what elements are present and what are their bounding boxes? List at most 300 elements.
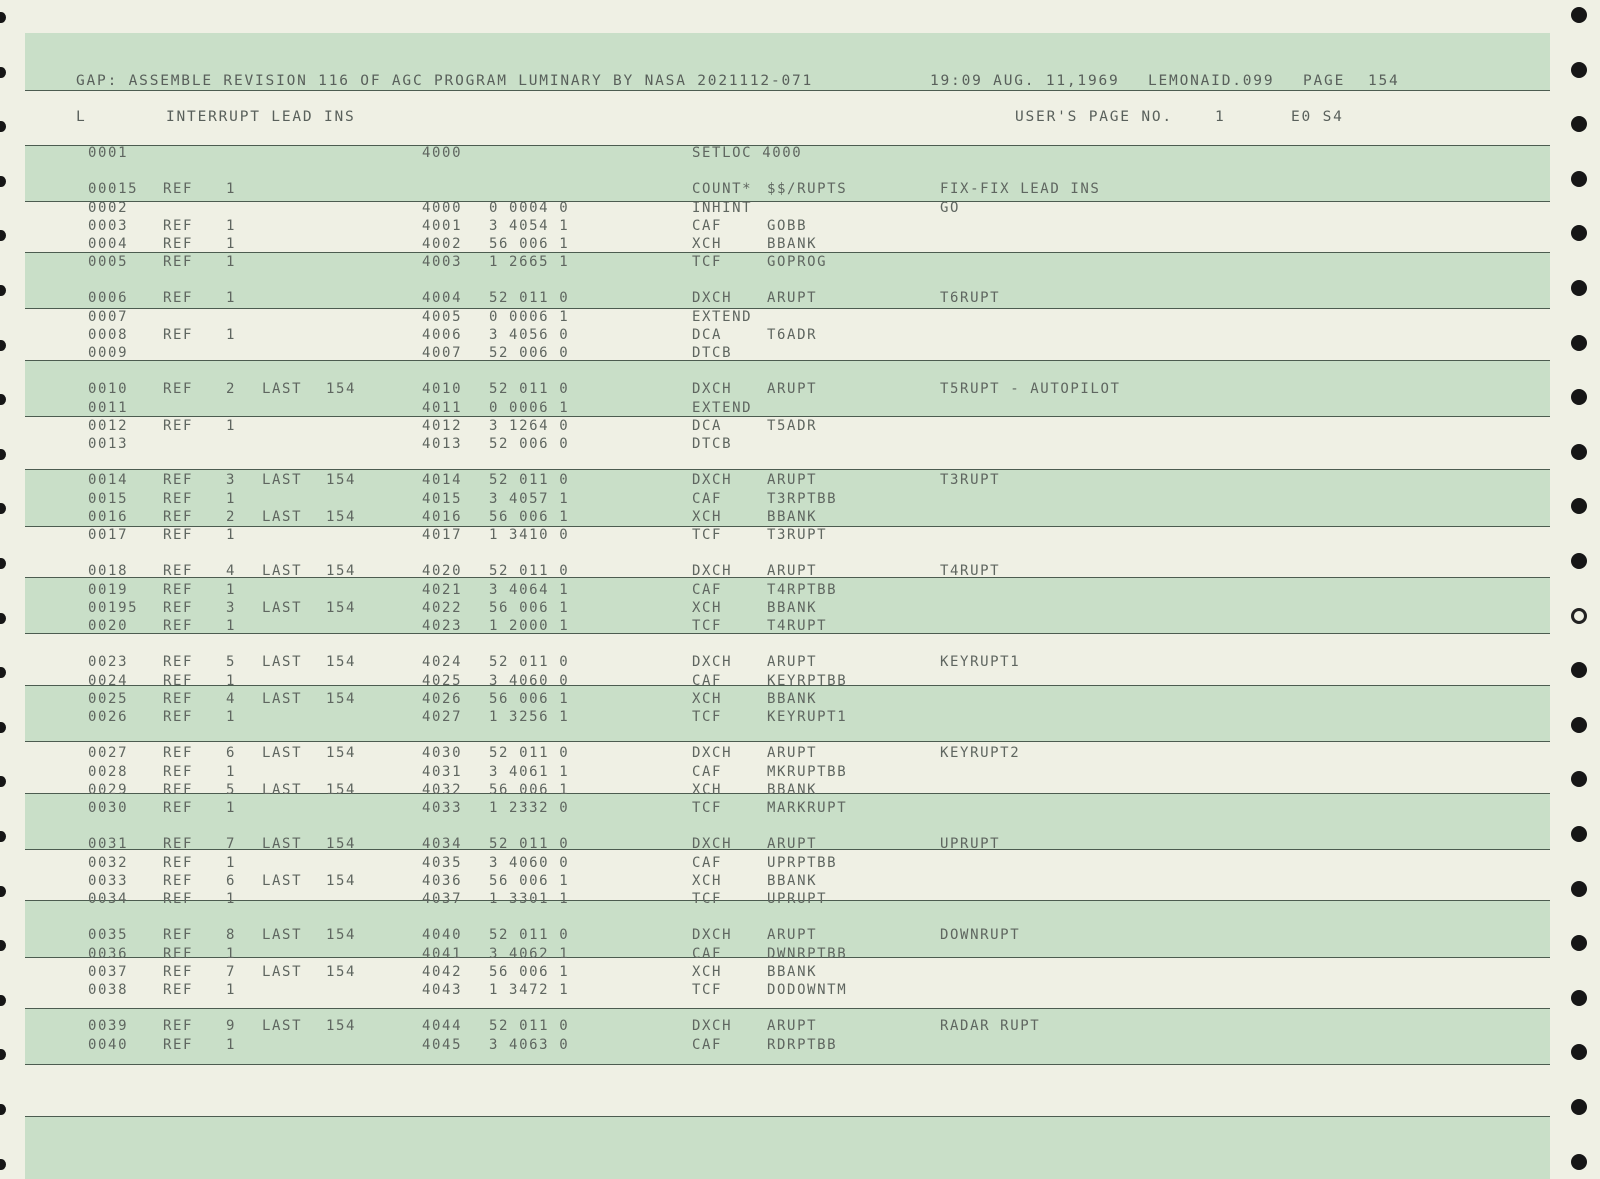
row-word: 52 011 0 <box>489 836 570 852</box>
row-operand: ARUPT <box>767 290 818 306</box>
row-mnem: DXCH <box>692 563 733 579</box>
row-addr: 4037 <box>422 891 463 907</box>
row-seq: 0039 <box>88 1018 129 1034</box>
row-addr: 4043 <box>422 982 463 998</box>
row-word: 56 006 1 <box>489 782 570 798</box>
row-refn: 7 <box>226 964 237 980</box>
row-operand: MARKRUPT <box>767 800 848 816</box>
row-last: LAST <box>262 381 303 397</box>
row-mnem: DCA <box>692 327 723 343</box>
row-mnem: DXCH <box>692 836 733 852</box>
row-ref: REF <box>163 745 194 761</box>
feed-hole <box>1571 171 1587 187</box>
row-last: LAST <box>262 782 303 798</box>
row-comment: RADAR RUPT <box>940 1018 1041 1034</box>
row-mnem: CAF <box>692 946 723 962</box>
row-refn: 3 <box>226 600 237 616</box>
feed-hole <box>1571 662 1587 678</box>
feed-hole <box>1571 1099 1587 1115</box>
row-operand: ARUPT <box>767 381 818 397</box>
row-operand: ARUPT <box>767 745 818 761</box>
row-addr: 4001 <box>422 218 463 234</box>
row-word: 1 3472 1 <box>489 982 570 998</box>
users-page-number: 1 <box>1215 109 1226 125</box>
row-ref: REF <box>163 527 194 543</box>
row-addr: 4027 <box>422 709 463 725</box>
row-mnem: CAF <box>692 582 723 598</box>
row-ref: REF <box>163 927 194 943</box>
assembler-line: GAP: ASSEMBLE REVISION 116 OF AGC PROGRAM LUMINARY BY NASA 2021112-071 <box>76 73 814 89</box>
row-lpage: 154 <box>326 873 357 889</box>
feed-hole <box>0 1159 6 1170</box>
row-seq: 0011 <box>88 400 129 416</box>
timestamp: 19:09 AUG. 11,1969 <box>930 73 1120 89</box>
row-seq: 0037 <box>88 964 129 980</box>
feed-hole <box>0 449 6 460</box>
feed-hole <box>0 886 6 897</box>
row-addr: 4012 <box>422 418 463 434</box>
row-ref: REF <box>163 290 194 306</box>
row-mnem: DXCH <box>692 472 733 488</box>
row-operand: BBANK <box>767 509 818 525</box>
row-operand: $$/RUPTS <box>767 181 848 197</box>
row-operand: DODOWNTM <box>767 982 848 998</box>
row-refn: 1 <box>226 673 237 689</box>
row-addr: 4025 <box>422 673 463 689</box>
row-mnem: COUNT* <box>692 181 753 197</box>
row-seq: 0012 <box>88 418 129 434</box>
row-ref: REF <box>163 982 194 998</box>
row-seq: 0040 <box>88 1037 129 1053</box>
feed-hole <box>1571 225 1587 241</box>
row-word: 1 3301 1 <box>489 891 570 907</box>
row-word: 3 4063 0 <box>489 1037 570 1053</box>
row-ref: REF <box>163 891 194 907</box>
row-mnem: TCF <box>692 254 723 270</box>
row-seq: 0007 <box>88 309 129 325</box>
row-comment: KEYRUPT2 <box>940 745 1021 761</box>
row-comment: UPRUPT <box>940 836 1001 852</box>
row-operand: MKRUPTBB <box>767 764 848 780</box>
row-word: 0 0004 0 <box>489 200 570 216</box>
row-refn: 1 <box>226 855 237 871</box>
row-last: LAST <box>262 745 303 761</box>
row-seq: 0033 <box>88 873 129 889</box>
row-comment: T6RUPT <box>940 290 1001 306</box>
row-ref: REF <box>163 855 194 871</box>
row-operand: BBANK <box>767 964 818 980</box>
row-addr: 4034 <box>422 836 463 852</box>
row-operand: BBANK <box>767 600 818 616</box>
section-title: INTERRUPT LEAD INS <box>166 109 356 125</box>
row-ref: REF <box>163 218 194 234</box>
feed-hole <box>1571 935 1587 951</box>
row-ref: REF <box>163 1018 194 1034</box>
row-seq: 0029 <box>88 782 129 798</box>
row-refn: 1 <box>226 290 237 306</box>
row-word: 52 011 0 <box>489 654 570 670</box>
row-operand: ARUPT <box>767 654 818 670</box>
row-word: 3 4057 1 <box>489 491 570 507</box>
row-word: 56 006 1 <box>489 964 570 980</box>
row-addr: 4036 <box>422 873 463 889</box>
row-seq: 0004 <box>88 236 129 252</box>
row-ref: REF <box>163 254 194 270</box>
row-mnem: SETLOC 4000 <box>692 145 803 161</box>
row-mnem: DCA <box>692 418 723 434</box>
row-refn: 2 <box>226 509 237 525</box>
feed-hole <box>0 12 6 23</box>
row-mnem: TCF <box>692 982 723 998</box>
feed-hole <box>0 558 6 569</box>
row-ref: REF <box>163 1037 194 1053</box>
row-mnem: CAF <box>692 673 723 689</box>
row-seq: 0008 <box>88 327 129 343</box>
row-mnem: XCH <box>692 964 723 980</box>
row-operand: T4RUPT <box>767 618 828 634</box>
row-refn: 5 <box>226 782 237 798</box>
row-mnem: CAF <box>692 764 723 780</box>
row-operand: BBANK <box>767 236 818 252</box>
row-seq: 0018 <box>88 563 129 579</box>
feed-hole <box>1571 280 1587 296</box>
row-addr: 4004 <box>422 290 463 306</box>
row-addr: 4031 <box>422 764 463 780</box>
feed-hole <box>1571 444 1587 460</box>
row-ref: REF <box>163 709 194 725</box>
row-addr: 4030 <box>422 745 463 761</box>
feed-hole <box>1571 826 1587 842</box>
row-addr: 4044 <box>422 1018 463 1034</box>
row-comment: KEYRUPT1 <box>940 654 1021 670</box>
row-mnem: XCH <box>692 236 723 252</box>
row-seq: 0001 <box>88 145 129 161</box>
row-addr: 4017 <box>422 527 463 543</box>
row-seq: 0030 <box>88 800 129 816</box>
row-word: 3 4060 0 <box>489 673 570 689</box>
row-last: LAST <box>262 600 303 616</box>
row-seq: 0026 <box>88 709 129 725</box>
row-operand: UPRUPT <box>767 891 828 907</box>
row-seq: 0034 <box>88 891 129 907</box>
row-last: LAST <box>262 563 303 579</box>
row-operand: T5ADR <box>767 418 818 434</box>
row-operand: KEYRPTBB <box>767 673 848 689</box>
row-lpage: 154 <box>326 600 357 616</box>
users-page-label: USER'S PAGE NO. <box>1015 109 1173 125</box>
row-ref: REF <box>163 800 194 816</box>
row-ref: REF <box>163 600 194 616</box>
feed-hole <box>1571 1044 1587 1060</box>
row-mnem: XCH <box>692 600 723 616</box>
row-refn: 1 <box>226 491 237 507</box>
page-number: 154 <box>1368 73 1400 89</box>
row-addr: 4021 <box>422 582 463 598</box>
row-ref: REF <box>163 418 194 434</box>
row-mnem: XCH <box>692 873 723 889</box>
row-refn: 1 <box>226 527 237 543</box>
row-word: 52 011 0 <box>489 745 570 761</box>
row-mnem: EXTEND <box>692 400 753 416</box>
feed-hole <box>1571 553 1587 569</box>
row-ref: REF <box>163 964 194 980</box>
row-word: 1 3256 1 <box>489 709 570 725</box>
feed-hole <box>0 1104 6 1115</box>
row-seq: 0010 <box>88 381 129 397</box>
feed-hole <box>0 722 6 733</box>
row-ref: REF <box>163 946 194 962</box>
row-addr: 4015 <box>422 491 463 507</box>
row-word: 3 1264 0 <box>489 418 570 434</box>
row-seq: 00195 <box>88 600 139 616</box>
row-mnem: TCF <box>692 800 723 816</box>
feed-hole <box>1571 498 1587 514</box>
row-mnem: XCH <box>692 509 723 525</box>
feed-hole <box>1571 771 1587 787</box>
row-mnem: DXCH <box>692 745 733 761</box>
row-refn: 3 <box>226 472 237 488</box>
row-refn: 9 <box>226 1018 237 1034</box>
row-refn: 1 <box>226 618 237 634</box>
row-lpage: 154 <box>326 472 357 488</box>
row-last: LAST <box>262 691 303 707</box>
feed-hole <box>0 831 6 842</box>
row-refn: 1 <box>226 181 237 197</box>
row-word: 3 4060 0 <box>489 855 570 871</box>
row-mnem: INHINT <box>692 200 753 216</box>
row-refn: 1 <box>226 1037 237 1053</box>
feed-hole <box>1571 335 1587 351</box>
feed-hole <box>1571 1154 1587 1170</box>
row-operand: DWNRPTBB <box>767 946 848 962</box>
feed-hole <box>1571 990 1587 1006</box>
row-word: 56 006 1 <box>489 509 570 525</box>
row-mnem: EXTEND <box>692 309 753 325</box>
row-lpage: 154 <box>326 1018 357 1034</box>
row-seq: 0013 <box>88 436 129 452</box>
row-seq: 0031 <box>88 836 129 852</box>
row-refn: 1 <box>226 582 237 598</box>
row-seq: 0032 <box>88 855 129 871</box>
row-seq: 0020 <box>88 618 129 634</box>
row-addr: 4042 <box>422 964 463 980</box>
job-name: LEMONAID.099 <box>1148 73 1275 89</box>
row-operand: ARUPT <box>767 927 818 943</box>
row-addr: 4016 <box>422 509 463 525</box>
row-mnem: DTCB <box>692 436 733 452</box>
row-refn: 1 <box>226 800 237 816</box>
row-addr: 4024 <box>422 654 463 670</box>
row-lpage: 154 <box>326 836 357 852</box>
row-word: 1 3410 0 <box>489 527 570 543</box>
feed-hole <box>1571 116 1587 132</box>
row-comment: DOWNRUPT <box>940 927 1021 943</box>
row-word: 52 006 0 <box>489 345 570 361</box>
row-refn: 6 <box>226 745 237 761</box>
row-addr: 4023 <box>422 618 463 634</box>
row-refn: 1 <box>226 254 237 270</box>
row-seq: 0024 <box>88 673 129 689</box>
feed-hole <box>0 121 6 132</box>
row-word: 52 011 0 <box>489 381 570 397</box>
row-mnem: TCF <box>692 709 723 725</box>
row-word: 56 006 1 <box>489 691 570 707</box>
row-operand: BBANK <box>767 782 818 798</box>
row-ref: REF <box>163 691 194 707</box>
row-seq: 0003 <box>88 218 129 234</box>
feed-hole <box>0 776 6 787</box>
row-seq: 0016 <box>88 509 129 525</box>
row-word: 3 4062 1 <box>489 946 570 962</box>
row-ref: REF <box>163 836 194 852</box>
row-addr: 4003 <box>422 254 463 270</box>
row-word: 0 0006 1 <box>489 400 570 416</box>
row-addr: 4013 <box>422 436 463 452</box>
row-addr: 4005 <box>422 309 463 325</box>
row-mnem: XCH <box>692 691 723 707</box>
row-operand: ARUPT <box>767 1018 818 1034</box>
row-refn: 8 <box>226 927 237 943</box>
listing-sheet <box>25 33 1550 1179</box>
feed-hole <box>0 995 6 1006</box>
row-lpage: 154 <box>326 691 357 707</box>
row-operand: RDRPTBB <box>767 1037 838 1053</box>
feed-hole <box>0 285 6 296</box>
row-seq: 0023 <box>88 654 129 670</box>
row-mnem: CAF <box>692 218 723 234</box>
row-refn: 4 <box>226 691 237 707</box>
row-ref: REF <box>163 491 194 507</box>
row-seq: 0002 <box>88 200 129 216</box>
row-lpage: 154 <box>326 927 357 943</box>
row-ref: REF <box>163 509 194 525</box>
row-addr: 4035 <box>422 855 463 871</box>
row-refn: 2 <box>226 381 237 397</box>
row-addr: 4033 <box>422 800 463 816</box>
row-ref: REF <box>163 381 194 397</box>
row-addr: 4026 <box>422 691 463 707</box>
row-addr: 4045 <box>422 1037 463 1053</box>
row-ref: REF <box>163 563 194 579</box>
row-mnem: TCF <box>692 618 723 634</box>
row-mnem: DXCH <box>692 381 733 397</box>
row-word: 3 4054 1 <box>489 218 570 234</box>
row-ref: REF <box>163 654 194 670</box>
row-word: 56 006 1 <box>489 873 570 889</box>
feed-hole <box>0 394 6 405</box>
row-addr: 4007 <box>422 345 463 361</box>
feed-hole <box>0 1049 6 1060</box>
row-addr: 4002 <box>422 236 463 252</box>
feed-hole <box>1571 717 1587 733</box>
row-seq: 0019 <box>88 582 129 598</box>
row-ref: REF <box>163 873 194 889</box>
row-addr: 4014 <box>422 472 463 488</box>
row-ref: REF <box>163 673 194 689</box>
feed-hole <box>1571 608 1587 624</box>
row-mnem: TCF <box>692 891 723 907</box>
row-word: 52 011 0 <box>489 563 570 579</box>
row-last: LAST <box>262 472 303 488</box>
row-seq: 0006 <box>88 290 129 306</box>
row-addr: 4010 <box>422 381 463 397</box>
row-addr: 4032 <box>422 782 463 798</box>
feed-hole <box>0 667 6 678</box>
row-word: 52 011 0 <box>489 290 570 306</box>
row-word: 56 006 1 <box>489 236 570 252</box>
row-addr: 4000 <box>422 145 463 161</box>
row-word: 3 4064 1 <box>489 582 570 598</box>
row-comment: T4RUPT <box>940 563 1001 579</box>
row-operand: T3RPTBB <box>767 491 838 507</box>
row-mnem: DXCH <box>692 654 733 670</box>
row-seq: 0027 <box>88 745 129 761</box>
feed-hole <box>1571 881 1587 897</box>
row-ref: REF <box>163 472 194 488</box>
row-operand: GOBB <box>767 218 808 234</box>
row-addr: 4040 <box>422 927 463 943</box>
row-word: 56 006 1 <box>489 600 570 616</box>
feed-hole <box>1571 62 1587 78</box>
feed-hole <box>0 613 6 624</box>
feed-hole <box>0 340 6 351</box>
page-label: PAGE <box>1303 73 1346 89</box>
row-mnem: CAF <box>692 1037 723 1053</box>
row-last: LAST <box>262 836 303 852</box>
row-operand: UPRPTBB <box>767 855 838 871</box>
row-word: 52 011 0 <box>489 927 570 943</box>
row-refn: 5 <box>226 654 237 670</box>
row-last: LAST <box>262 873 303 889</box>
row-mnem: CAF <box>692 855 723 871</box>
feed-hole <box>1571 389 1587 405</box>
row-last: LAST <box>262 654 303 670</box>
row-lpage: 154 <box>326 563 357 579</box>
row-mnem: DXCH <box>692 290 733 306</box>
row-last: LAST <box>262 964 303 980</box>
feed-hole <box>0 503 6 514</box>
row-mnem: XCH <box>692 782 723 798</box>
row-refn: 1 <box>226 946 237 962</box>
row-refn: 4 <box>226 563 237 579</box>
row-comment: FIX-FIX LEAD INS <box>940 181 1101 197</box>
row-seq: 0028 <box>88 764 129 780</box>
row-word: 1 2332 0 <box>489 800 570 816</box>
row-word: 1 2665 1 <box>489 254 570 270</box>
row-comment: T5RUPT - AUTOPILOT <box>940 381 1121 397</box>
row-refn: 1 <box>226 327 237 343</box>
row-word: 1 2000 1 <box>489 618 570 634</box>
row-operand: T6ADR <box>767 327 818 343</box>
row-lpage: 154 <box>326 509 357 525</box>
row-refn: 1 <box>226 418 237 434</box>
row-seq: 0036 <box>88 946 129 962</box>
row-addr: 4020 <box>422 563 463 579</box>
row-refn: 6 <box>226 873 237 889</box>
row-ref: REF <box>163 181 194 197</box>
row-addr: 4006 <box>422 327 463 343</box>
row-seq: 0005 <box>88 254 129 270</box>
row-operand: ARUPT <box>767 472 818 488</box>
row-lpage: 154 <box>326 381 357 397</box>
row-operand: KEYRUPT1 <box>767 709 848 725</box>
eq-label: E0 S4 <box>1291 109 1344 125</box>
green-bar-band <box>25 1116 1550 1179</box>
feed-hole <box>0 67 6 78</box>
row-word: 0 0006 1 <box>489 309 570 325</box>
row-ref: REF <box>163 582 194 598</box>
row-addr: 4041 <box>422 946 463 962</box>
